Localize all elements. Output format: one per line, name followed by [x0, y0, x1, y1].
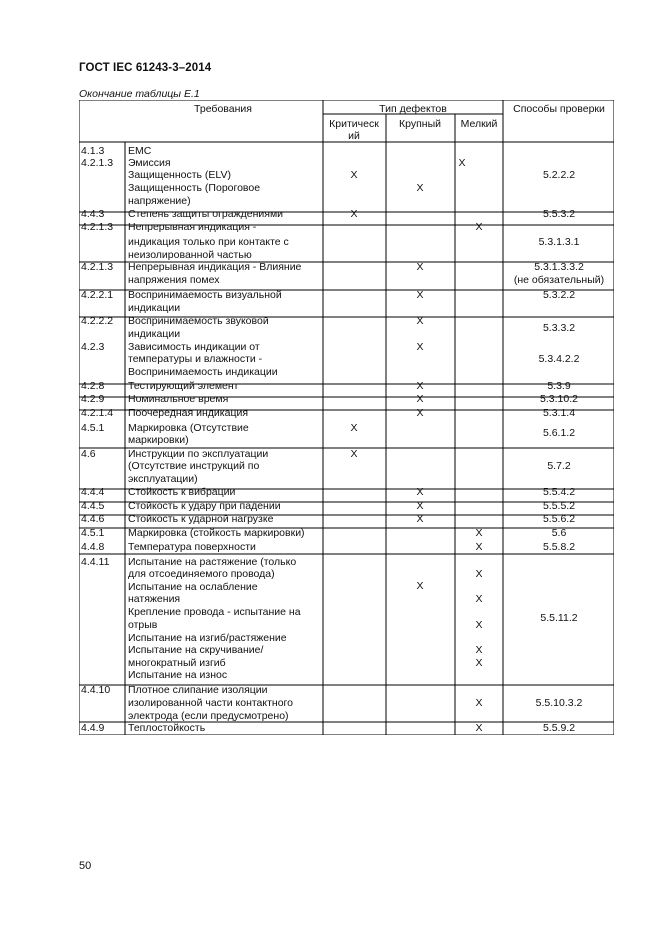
requirement-text: температуры и влажности - — [128, 353, 263, 365]
major-mark: X — [416, 261, 424, 273]
requirement-text: натяжения — [128, 593, 181, 605]
minor-mark: X — [458, 157, 466, 169]
minor-mark: X — [475, 541, 483, 553]
clause-number: 4.4.3 — [81, 208, 105, 220]
minor-mark: X — [475, 644, 483, 656]
minor-mark: X — [475, 619, 483, 631]
requirement-text: индикация только при контакте с — [128, 236, 289, 248]
clause-number: 4.4.4 — [81, 486, 105, 498]
clause-number: 4.2.2.2 — [81, 315, 114, 327]
test-method: 5.3.4.2.2 — [538, 353, 580, 365]
major-mark: X — [416, 580, 424, 592]
test-method: 5.3.1.4 — [542, 407, 576, 419]
requirement-text: (Отсутствие инструкций по — [128, 460, 260, 472]
requirement-text: Защищенность (ELV) — [128, 169, 231, 181]
requirement-text: Маркировка (стойкость маркировки) — [128, 527, 305, 539]
requirement-text: EMC — [128, 145, 152, 157]
clause-number: 4.2.8 — [81, 380, 105, 392]
major-mark: X — [416, 513, 424, 525]
minor-mark: X — [475, 593, 483, 605]
test-method: 5.3.10.2 — [540, 393, 578, 405]
requirement-text: индикации — [128, 328, 181, 340]
critical-mark: X — [350, 169, 358, 181]
clause-number: 4.2.3 — [81, 341, 105, 353]
requirement-text: многократный изгиб — [128, 657, 226, 669]
clause-number: 4.4.8 — [81, 541, 105, 553]
test-method: 5.5.4.2 — [542, 486, 576, 498]
test-method: 5.7.2 — [547, 460, 571, 472]
test-method: 5.3.2.2 — [542, 289, 576, 301]
test-method: (не обязательный) — [513, 274, 605, 286]
clause-number: 4.2.1.3 — [81, 261, 114, 273]
requirement-text: Эмиссия — [128, 157, 171, 169]
requirement-text: Стойкость к удару при падении — [128, 500, 281, 512]
major-mark: X — [416, 380, 424, 392]
test-method: 5.3.3.2 — [542, 322, 576, 334]
col-critical-cont: ий — [348, 130, 360, 142]
requirement-text: Зависимость индикации от — [128, 341, 260, 353]
requirement-text: напряжение) — [128, 195, 191, 207]
table-body — [79, 145, 614, 735]
col-methods: Способы проверки — [513, 103, 605, 115]
requirement-text: Воспринимаемость визуальной — [128, 289, 282, 301]
requirement-text: Испытание на изгиб/растяжение — [128, 632, 287, 644]
test-method: 5.5.6.2 — [542, 513, 576, 525]
test-method: 5.6 — [551, 527, 567, 539]
clause-number: 4.4.5 — [81, 500, 105, 512]
clause-number: 4.2.1.3 — [81, 157, 114, 169]
col-major: Крупный — [399, 118, 441, 130]
requirement-text: индикации — [128, 302, 181, 314]
requirement-text: Крепление провода - испытание на — [128, 606, 301, 618]
page-number: 50 — [79, 860, 92, 872]
test-method: 5.5.8.2 — [542, 541, 576, 553]
requirement-text: Стойкость к вибрации — [128, 486, 236, 498]
defects-table — [79, 100, 614, 735]
minor-mark: X — [475, 221, 483, 233]
test-method: 5.5.9.2 — [542, 722, 576, 734]
test-method: 5.5.5.2 — [542, 500, 576, 512]
minor-mark: X — [475, 657, 483, 669]
col-minor: Мелкий — [460, 118, 498, 130]
requirement-text: Непрерывная индикация - Влияние — [128, 261, 302, 273]
requirement-text: отрыв — [128, 619, 158, 631]
minor-mark: X — [475, 568, 483, 580]
test-method: 5.5.3.2 — [542, 208, 576, 220]
clause-number: 4.2.1.4 — [81, 407, 114, 419]
col-critical: Критическ — [329, 118, 379, 130]
requirement-text: Номинальное время — [128, 393, 229, 405]
requirement-text: маркировки) — [128, 434, 189, 446]
requirement-text: Тестирующий элемент — [128, 380, 239, 392]
requirement-text: Степень защиты ограждениями — [128, 208, 284, 220]
requirement-text: Воспринимаемость индикации — [128, 366, 278, 378]
major-mark: X — [416, 315, 424, 327]
document-header: ГОСТ IEC 61243-3–2014 — [79, 62, 212, 74]
major-mark: X — [416, 182, 424, 194]
requirement-text: Теплостойкость — [128, 722, 206, 734]
col-requirements: Требования — [194, 103, 252, 115]
clause-number: 4.4.10 — [81, 684, 111, 696]
requirement-text: Защищенность (Пороговое — [128, 182, 261, 194]
clause-number: 4.4.6 — [81, 513, 105, 525]
major-mark: X — [416, 393, 424, 405]
clause-number: 4.2.9 — [81, 393, 105, 405]
test-method: 5.3.1.3.1 — [538, 236, 580, 248]
critical-mark: X — [350, 448, 358, 460]
requirement-text: изолированной части контактного — [128, 697, 293, 709]
requirement-text: Плотное слипание изоляции — [128, 684, 268, 696]
table-header — [194, 103, 605, 142]
requirement-text: Испытание на скручивание/ — [128, 644, 264, 656]
clause-number: 4.4.11 — [81, 556, 110, 568]
major-mark: X — [416, 486, 424, 498]
major-mark: X — [416, 289, 424, 301]
clause-number: 4.1.3 — [81, 145, 105, 157]
requirement-text: Испытание на износ — [128, 669, 228, 681]
test-method: 5.3.9 — [547, 380, 571, 392]
requirement-text: электрода (если предусмотрено) — [128, 710, 289, 722]
critical-mark: X — [350, 422, 358, 434]
requirement-text: для отсоединяемого провода) — [128, 568, 275, 580]
major-mark: X — [416, 407, 424, 419]
test-method: 5.5.11.2 — [540, 612, 578, 624]
requirement-text: Стойкость к ударной нагрузке — [128, 513, 274, 525]
requirement-text: эксплуатации) — [128, 473, 198, 485]
clause-number: 4.2.2.1 — [81, 289, 114, 301]
clause-number: 4.4.9 — [81, 722, 105, 734]
test-method: 5.3.1.3.3.2 — [534, 261, 584, 273]
critical-mark: X — [350, 208, 358, 220]
test-method: 5.2.2.2 — [542, 169, 576, 181]
major-mark: X — [416, 341, 424, 353]
test-method: 5.5.10.3.2 — [535, 697, 583, 709]
clause-number: 4.5.1 — [81, 527, 105, 539]
requirement-text: Испытание на ослабление — [128, 581, 258, 593]
requirement-text: Непрерывная индикация - — [128, 221, 257, 233]
requirement-text: Поочередная индикация — [128, 407, 249, 419]
clause-number: 4.6 — [81, 448, 96, 460]
table-caption: Окончание таблицы Е.1 — [79, 88, 200, 100]
minor-mark: X — [475, 527, 483, 539]
clause-number: 4.5.1 — [81, 422, 105, 434]
requirement-text: Испытание на растяжение (только — [128, 556, 297, 568]
requirement-text: неизолированной частью — [128, 249, 252, 261]
major-mark: X — [416, 500, 424, 512]
requirement-text: Маркировка (Отсутствие — [128, 422, 249, 434]
requirement-text: Инструкции по эксплуатации — [128, 448, 269, 460]
minor-mark: X — [475, 697, 483, 709]
requirement-text: напряжения помех — [128, 274, 220, 286]
minor-mark: X — [475, 722, 483, 734]
requirement-text: Температура поверхности — [128, 541, 256, 553]
test-method: 5.6.1.2 — [542, 427, 576, 439]
clause-number: 4.2.1.3 — [81, 221, 114, 233]
col-defect-type: Тип дефектов — [379, 103, 447, 115]
requirement-text: Воспринимаемость звуковой — [128, 315, 269, 327]
